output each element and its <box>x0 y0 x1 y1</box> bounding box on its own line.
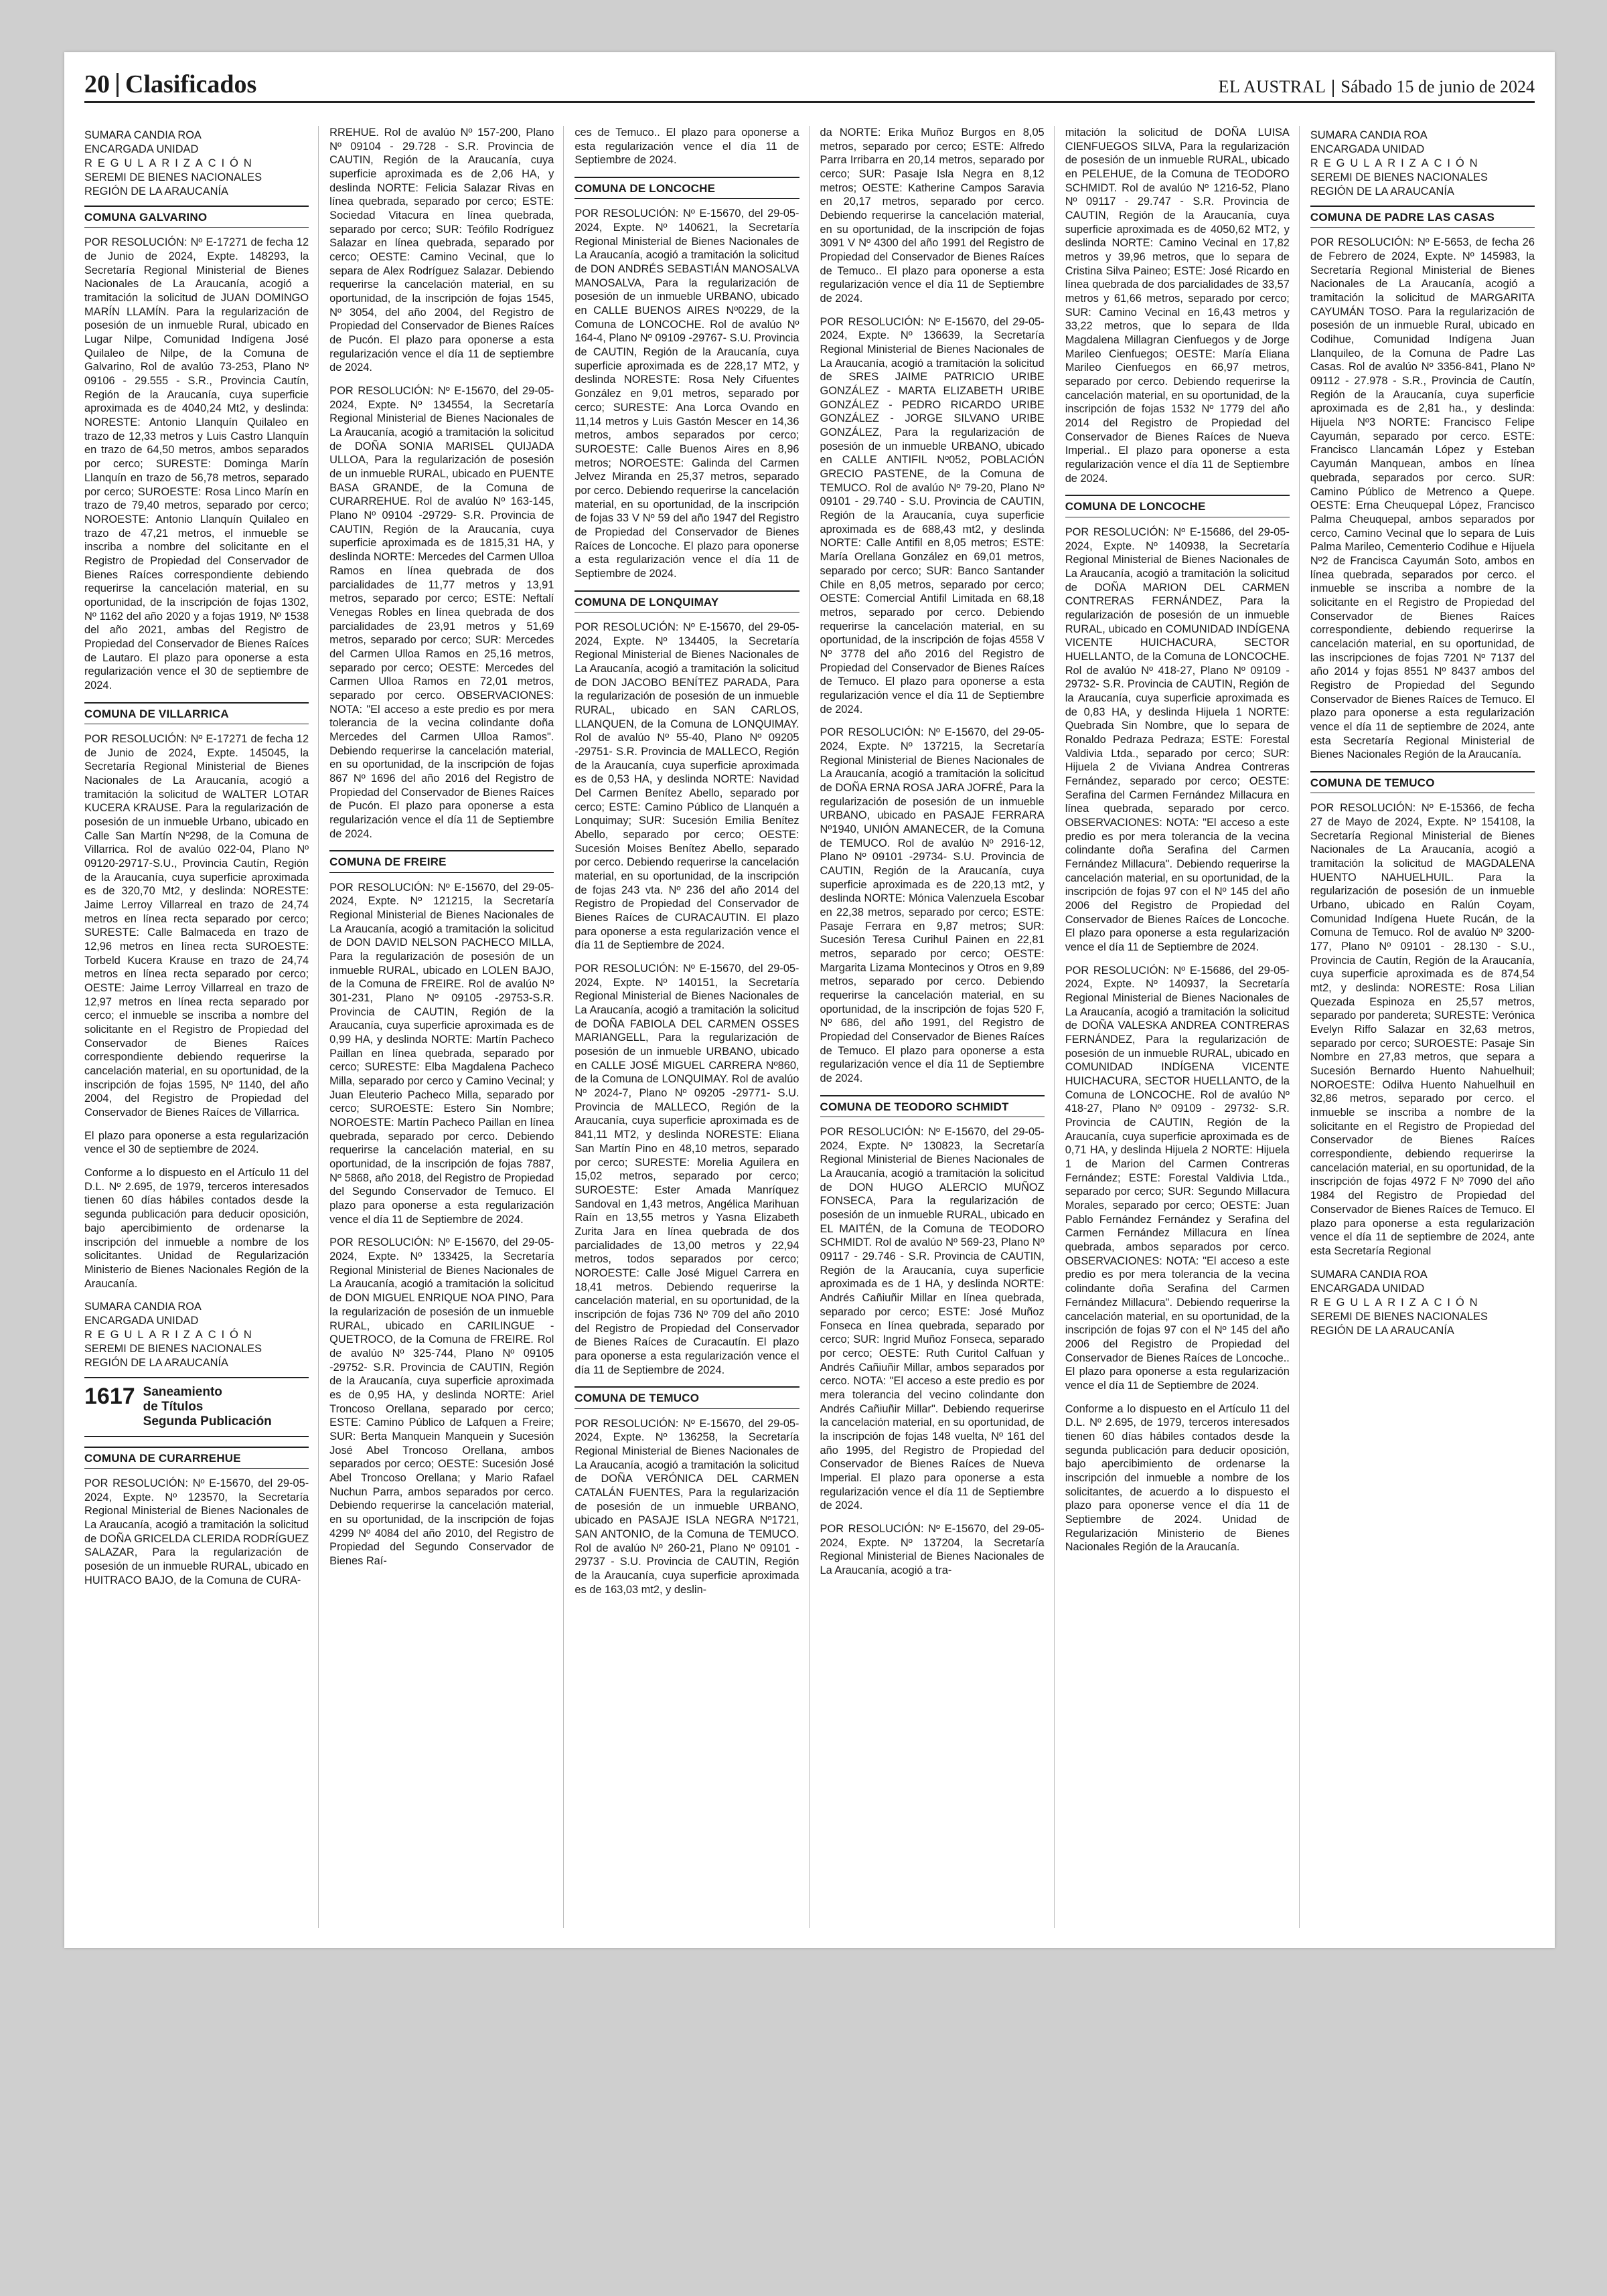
legal-notice: POR RESOLUCIÓN: Nº E-15670, del 29-05-2024, Expte. Nº 137204, la Secretaría Regional Ministerial de Bienes Nacionales de La Araucanía, acogió a tra- <box>820 1522 1045 1576</box>
issue-date: Sábado 15 de junio de 2024 <box>1341 77 1535 96</box>
legal-notice: POR RESOLUCIÓN: Nº E-15670, del 29-05-2024, Expte. Nº 137215, la Secretaría Regional Ministerial de Bienes Nacionales de La Araucanía, acogió a tramitación la solicitud de DOÑA ERNA ROSA JARA JOFRÉ, Para la regularización de posesión de un inmueble URBANO, ubicado en PASAJE FERRARA Nº1940, UNIÓN AMANECER, de la Comuna de TEMUCO. Rol de avalúo Nº 2916-12, Plano Nº 09101 -29734- S.U. Provincia de CAUTIN, Región de la Araucanía, cuya superficie aproximada es de 220,13 mt2, y deslinda NORTE: Mónica Valenzuela Escobar en 22,38 metros, separado por cerco; ESTE: Pasaje Ferrara en 9,87 metros; SUR: Sucesión Teresa Curihul Painen en 22,81 metros, separado por cerco; OESTE: Margarita Lizama Montecinos y Otros en 9,89 metros, separado por cerco. Debiendo requerirse la cancelación material, en su oportunidad, de la inscripción de fojas 520 F, Nº 686, del año 1991, del Registro de Propiedad del Conservador de Bienes Raíces de Temuco. El plazo para oponerse a esta regularización vence el día 11 de Septiembre de 2024. <box>820 726 1045 1085</box>
page-number: 20 <box>84 70 110 98</box>
legal-notice: POR RESOLUCIÓN: Nº E-17271 de fecha 12 de Junio de 2024, Expte. 145045, la Secretaría Regional Ministerial de Bienes Nacionales de La Araucanía, acogió a tramitación la solicitud de WALTER LOTAR KUCERA KRAUSE. Para la regularización de posesión de un inmueble Urbano, ubicado en Calle San Martín Nº298, de la Comuna de Villarrica. Rol de avalúo 022-04, Plano Nº 09120-29717-S.U., Provincia Cautín, Región de la Araucanía, cuya superficie aproximada es de 320,70 Mt2, y deslinda: NORESTE: Jaime Lerroy Villarreal en trazo de 24,74 metros en línea recta separado por cerco; SURESTE: Calle Balmaceda en trazo de 12,96 metros en línea recta SUROESTE: Torbeld Kucera Krause en trazo de 24,74 metros en línea recta separado por cerco; OESTE: Jaime Lerroy Villarreal en trazo de 12,97 metros en línea recta separado por cerco; el inmueble se inscriba a nombre del solicitante en el Registro de Propiedad del Conservador de Bienes Raíces correspondiente debiendo requerirse la cancelación material, en su oportunidad, de la inscripción de fojas 1595, Nº 1140, del año 2004, del Registro de Propiedad del Conservador de Bienes Raíces de Villarrica. <box>84 732 309 1119</box>
category-title-line: Segunda Publicación <box>143 1414 272 1428</box>
column-4 <box>820 126 1055 1928</box>
signature-office: SEREMI DE BIENES NACIONALES <box>84 1343 262 1356</box>
signature-name: SUMARA CANDIA ROA <box>84 129 202 141</box>
signature-role: ENCARGADA UNIDAD <box>84 143 199 155</box>
signature-role: ENCARGADA UNIDAD <box>84 1315 199 1327</box>
legal-notice: POR RESOLUCIÓN: Nº E-15686, del 29-05-2024, Expte. Nº 140938, la Secretaría Regional Ministerial de Bienes Nacionales de La Araucanía, acogió a tramitación la solicitud de DOÑA MARION DEL CARMEN CONTRERAS FERNÁNDEZ, Para la regularización de posesión de un inmueble RURAL, ubicado en COMUNIDAD INDÍGENA VICENTE HUICHACURA, SECTOR HUELLANTO, de la Comuna de LONCOCHE. Rol de avalúo Nº 418-27, Plano Nº 09109 - 29732- S.R. Provincia de CAUTIN, Región de la Araucanía, cuya superficie aproximada es de 0,83 HA, y deslinda Hijuela 1 NORTE: Quebrada Sin Nombre, que lo separa de Ronaldo Pedraza Pedraza; ESTE: Forestal Valdivia Ltda., separado por cerco; SUR: Hijuela 2 de Viviana Andrea Contreras Fernández, separado por cerco; OESTE: Serafina del Carmen Fernández Millacura en línea quebrada, separado por cerco. OBSERVACIONES: NOTA: "El acceso a este predio es por mera tolerancia de la vecina colindante doña Serafina del Carmen Fernández Millacura". Debiendo requerirse la cancelación material, en su oportunidad, de la inscripción de fojas 97 con el Nº 145 del año 2006 del Registro de Propiedad del Conservador de Bienes Raíces de Loncoche. El plazo para oponerse a esta regularización vence el día 11 de Septiembre de 2024. <box>1065 525 1290 954</box>
publication-info <box>1219 77 1535 97</box>
legal-notice: POR RESOLUCIÓN: Nº E-15670, del 29-05-2024, Expte. Nº 134405, la Secretaría Regional Ministerial de Bienes Nacionales de La Araucanía, acogió a tramitación la solicitud de DON JACOBO BENÍTEZ PARADA, Para la regularización de posesión de un inmueble RURAL, ubicado en SAN CARLOS, LLANQUEN, de la Comuna de LONQUIMAY. Rol de avalúo Nº 55-40, Plano Nº 09205 -29751- S.R. Provincia de MALLECO, Región de la Araucanía, cuya superficie aproximada es de 0,53 HA, y deslinda NORTE: Navidad Del Carmen Benítez Abello, separado por cerco; ESTE: Camino Público de Llanquén a Lonquimay; SUR: Sucesión Emilia Benítez Abello, separado por cerco; OESTE: Sucesión Moises Benítez Abello, separado por cerco. Debiendo requerirse la cancelación material, en su oportunidad, de la inscripción de fojas 243 vta. Nº 236 del año 2014 del Registro de Propiedad del Conservador de Bienes Raíces de CURACAUTIN. El plazo para oponerse a esta regularización vence el día 11 de Septiembre de 2024. <box>575 621 799 952</box>
masthead <box>84 64 1535 103</box>
legal-notice: mitación la solicitud de DOÑA LUISA CIENFUEGOS SILVA, Para la regularización de posesión de un inmueble RURAL, ubicado en PELEHUE, de la Comuna de TEODORO SCHMIDT. Rol de avalúo Nº 1216-52, Plano Nº 09117 - 29.747 - S.R. Provincia de CAUTIN, Región de la Araucanía, cuya superficie aproximada es de 4050,62 MT2, y deslinda NORTE: Camino Vecinal en 17,82 metros y 39,96 metros, que lo separa de Cristina Silva Paineo; ESTE: José Ricardo en línea quebrada de dos parcialidades de 33,57 metros y 61,66 metros, separado por cerco; SUR: Camino Vecinal en 16,43 metros y 33,22 metros, que lo separa de Ilda Magdalena Millagran Cienfuegos y de Jorge Marileo Cienfuegos; OESTE: María Eliana Marileo Cienfuegos en 66,97 metros, separado por cerco. Debiendo requerirse la cancelación material, en su oportunidad, de la inscripción de fojas 1532 Nº 1779 del año 2014 del Registro de Propiedad del Conservador de Bienes Raíces de Nueva Imperial.. El plazo para oponerse a esta regularización vence el día 11 de Septiembre de 2024. <box>1065 127 1290 485</box>
comuna-heading: COMUNA GALVARINO <box>84 206 309 228</box>
category-title <box>143 1385 272 1429</box>
comuna-heading: COMUNA DE LONCOCHE <box>1065 495 1290 517</box>
comuna-heading: COMUNA DE LONQUIMAY <box>575 590 799 612</box>
signature-name: SUMARA CANDIA ROA <box>1310 129 1428 141</box>
section-title: Clasificados <box>125 70 257 98</box>
signature-block <box>84 1300 309 1370</box>
section-header <box>84 72 256 97</box>
signature-region: REGIÓN DE LA ARAUCANÍA <box>84 1357 228 1370</box>
comuna-heading: COMUNA DE TEODORO SCHMIDT <box>820 1095 1045 1117</box>
column-1 <box>84 126 319 1928</box>
signature-region: REGIÓN DE LA ARAUCANÍA <box>84 185 228 197</box>
signature-unit: REGULARIZACIÓN <box>1310 157 1483 169</box>
header-divider <box>117 73 119 97</box>
comuna-heading: COMUNA DE VILLARRICA <box>84 702 309 724</box>
signature-block <box>1310 129 1535 199</box>
comuna-heading: COMUNA DE TEMUCO <box>575 1386 799 1408</box>
legal-notice: da NORTE: Erika Muñoz Burgos en 8,05 metros, separado por cerco; ESTE: Alfredo Parra Irribarra en 20,14 metros, separado por cerco; SUR: Pasaje Isla Negra en 8,12 metros; OESTE: Katherine Campos Saravia en 20,17 metros, separado por cerco. Debiendo requerirse la cancelación material, en su oportunidad, de la inscripción de fojas 3091 V Nº 4300 del año 1991 del Registro de Propiedad del Conservador de Bienes Raíces de Temuco.. El plazo para oponerse a esta regularización vence el día 11 de Septiembre de 2024. <box>820 127 1045 305</box>
comuna-heading: COMUNA DE PADRE LAS CASAS <box>1310 206 1535 228</box>
header-divider <box>1332 80 1334 97</box>
category-title-line: de Títulos <box>143 1400 204 1414</box>
column-6 <box>1310 126 1535 1928</box>
signature-office: SEREMI DE BIENES NACIONALES <box>84 171 262 183</box>
newspaper-page <box>64 52 1555 1948</box>
signature-region: REGIÓN DE LA ARAUCANÍA <box>1310 185 1454 197</box>
signature-unit: REGULARIZACIÓN <box>1310 1296 1483 1309</box>
classifieds-columns <box>84 126 1535 1928</box>
signature-office: SEREMI DE BIENES NACIONALES <box>1310 1310 1488 1323</box>
column-5 <box>1065 126 1300 1928</box>
legal-notice: Conforme a lo dispuesto en el Artículo 11 del D.L. Nº 2.695, de 1979, terceros interesados tienen 60 días hábiles contados desde la segunda publicación para deducir oposición, bajo apercibimiento de ordenarse la inscripción del inmueble a nombre de los solicitantes. Unidad de Regularización Ministerio de Bienes Nacionales Región de la Araucanía. <box>84 1167 309 1290</box>
signature-unit: REGULARIZACIÓN <box>84 1329 257 1341</box>
legal-notice: Conforme a lo dispuesto en el Artículo 11 del D.L. Nº 2.695, de 1979, terceros interesados tienen 60 días hábiles contados desde la segunda publicación para deducir oposición, bajo apercibimiento de ordenarse la inscripción del inmueble a nombre de los solicitantes, de acuerdo a lo dispuesto el plazo para oponerse vence el día 11 de Septiembre de 2024. Unidad de Regularización Ministerio de Bienes Nacionales Región de la Araucanía. <box>1065 1402 1290 1554</box>
comuna-heading: COMUNA DE TEMUCO <box>1310 771 1535 793</box>
category-number: 1617 <box>84 1384 135 1410</box>
legal-notice: POR RESOLUCIÓN: Nº E-15686, del 29-05-2024, Expte. Nº 140937, la Secretaría Regional Ministerial de Bienes Nacionales de La Araucanía, acogió a tramitación la solicitud de DOÑA VALESKA ANDREA CONTRERAS FERNÁNDEZ, Para la regularización de posesión de un inmueble RURAL, ubicado en COMUNIDAD INDÍGENA VICENTE HUICHACURA, SECTOR HUELLANTO, de la Comuna de LONCOCHE. Rol de avalúo Nº 418-27, Plano Nº 09109 - 29732- S.R. Provincia de CAUTIN, Región de la Araucanía, cuya superficie aproximada es de 0,71 HA, y deslinda Hijuela 2 NORTE: Hijuela 1 de Marion del Carmen Contreras Fernández; ESTE: Forestal Valdivia Ltda., separado por cerco; SUR: Segundo Millacura Morales, separado por cerco; OESTE: Juan Pablo Fernández Fernández y Serafina del Carmen Fernández Millacura en línea quebrada, ambos separados por cerco. OBSERVACIONES: NOTA: "El acceso a este predio es por mera tolerancia de la vecina colindante doña Serafina del Carmen Fernández Millacura". Debiendo requerirse la cancelación material, en su oportunidad, de la inscripción de fojas 97 con el Nº 145 del año 2006 del Registro de Propiedad del Conservador de Bienes Raíces de Loncoche.. El plazo para oponerse a esta regularización vence el día 11 de Septiembre de 2024. <box>1065 964 1290 1392</box>
legal-notice: POR RESOLUCIÓN: Nº E-5653, de fecha 26 de Febrero de 2024, Expte. Nº 145983, la Secretaría Regional Ministerial de Bienes Nacionales de La Araucanía, acogió a tramitación la solicitud de MARGARITA CAYUMÁN TOSO. Para la regularización de posesión de un inmueble Rural, ubicado en Codihue, Comunidad Indígena Juan Llanquileo, de la Comuna de Padre Las Casas. Rol de avalúo Nº 3356-841, Plano Nº 09112 - 27.978 - S.R., Provincia de Cautín, Región de la Araucanía, cuya superficie aproximada es de 2,81 ha., y deslinda: Hijuela Nº3 NORTE: Francisco Felipe Cayumán, separado por cerco. ESTE: Francisco Llancamán López y Esteban Cayumán Manquean, ambos en línea quebrada, separados por cerco. SUR: Camino Público de Metrenco a Quepe. OESTE: Erna Cheuquepal López, Francisco Palma Cheuquepal, ambos separados por cerco, Camino Vecinal que lo separa de Luis Palma Marileo, Cementerio Codihue e Hijuela Nº2 de Francisca Cayumán Soto, ambos en línea quebrada, separados por cerco. el inmueble se inscriba a nombre de la solicitante en el Registro de Propiedad del Conservador de Bienes Raíces correspondiente, debiendo requerirse la cancelación material, en su oportunidad, de las inscripciones de fojas 7201 Nº 7137 del año 2014 y fojas 8551 Nº 8437 ambos del Registro de Propiedad del Segundo Conservador de Bienes Raíces de Temuco. El plazo para oponerse a esta regularización vence el día 11 de septiembre de 2024, ante esta Secretaría Regional Ministerial de Bienes Nacionales Región de la Araucanía. <box>1310 236 1535 761</box>
legal-notice: POR RESOLUCIÓN: Nº E-15670, del 29-05-2024, Expte. Nº 130823, la Secretaría Regional Ministerial de Bienes Nacionales de La Araucanía, acogió a tramitación la solicitud de DON HUGO ALERCIO MUÑOZ FONSECA, Para la regularización de posesión de un inmueble RURAL, ubicado en EL MAITÉN, de la Comuna de TEODORO SCHMIDT. Rol de avalúo Nº 569-23, Plano Nº 09117 - 29.746 - S.R. Provincia de CAUTIN, Región de la Araucanía, cuya superficie aproximada es de 1 HA, y deslinda NORTE: Andrés Cañiuñir Millar en línea quebrada, separado por cerco; ESTE: José Muñoz Fonseca en línea quebrada, separado por cerco; SUR: Ingrid Muñoz Fonseca, separado por cerco; OESTE: Ruth Curitol Calfuan y Andrés Cañiuñir Millar, ambos separados por cerco. NOTA: "El acceso a este predio es por mera tolerancia del vecino colindante don Andrés Cañiuñir Millar". Debiendo requerirse la cancelación material, en su oportunidad, de la inscripción de fojas 148 vuelta, Nº 161 del año 1995, del Registro de Propiedad del Conservador de Bienes Raíces de Nueva Imperial. El plazo para oponerse a esta regularización vence el día 11 de Septiembre de 2024. <box>820 1126 1045 1512</box>
legal-notice: POR RESOLUCIÓN: Nº E-15670, del 29-05-2024, Expte. Nº 123570, la Secretaría Regional Ministerial de Bienes Nacionales de La Araucanía, acogió a tramitación la solicitud de DOÑA GRICELDA CLERIDA RODRÍGUEZ SALAZAR, Para la regularización de posesión de un inmueble RURAL, ubicado en HUITRACO BAJO, de la Comuna de CURA- <box>84 1477 309 1586</box>
legal-notice: ces de Temuco.. El plazo para oponerse a esta regularización vence el día 11 de Septiembre de 2024. <box>575 127 799 167</box>
legal-notice: POR RESOLUCIÓN: Nº E-17271 de fecha 12 de Junio de 2024, Expte. 148293, la Secretaría Regional Ministerial de Bienes Nacionales de La Araucanía, acogió a tramitación la solicitud de JUAN DOMINGO MARÍN LLAMÍN. Para la regularización de posesión de un inmueble Rural, ubicado en Lugar Nilpe, Comunidad Indígena José Quilaleo de Nilpe, de la Comuna de Galvarino, Rol de avalúo 73-253, Plano Nº 09106 - 29.555 - S.R., Provincia Cautín, Región de la Araucanía, cuya superficie aproximada es de 4040,24 Mt2, y deslinda: NORESTE: Antonio Llanquín Quilaleo en trazo de 12,33 metros y Luis Castro Llanquín en trazo de 64,50 metros, ambos separados por cerco; SURESTE: Dominga Marín Llanquín en trazo de 56,78 metros, separado por cerco; SUROESTE: Rosa Linco Marín en trazo de 79,40 metros, separado por cerco; NOROESTE: Antonio Llanquín Quilaleo en trazo de 47,21 metros, el inmueble se inscriba a nombre del solicitante en el Registro de Propiedad del Conservador de Bienes Raíces correspondiente debiendo requerirse la cancelación material, en su oportunidad, de la inscripción de fojas 1302, Nº 1162 del año 2020 y a fojas 1919, Nº 1538 del año 2021, ambas del Registro de Propiedad del Conservador de Bienes Raíces de Lautaro. El plazo para oponerse a esta regularización vence el 30 de septiembre de 2024. <box>84 236 309 691</box>
category-header <box>84 1377 309 1437</box>
signature-role: ENCARGADA UNIDAD <box>1310 1282 1425 1295</box>
column-2 <box>329 126 564 1928</box>
legal-notice: POR RESOLUCIÓN: Nº E-15670, del 29-05-2024, Expte. Nº 133425, la Secretaría Regional Ministerial de Bienes Nacionales de La Araucanía, acogió a tramitación la solicitud de DON MIGUEL ENRIQUE NOA PINO, Para la regularización de posesión de un inmueble RURAL, ubicado en CARILINGUE - QUETROCO, de la Comuna de FREIRE. Rol de avalúo Nº 325-744, Plano Nº 09105 -29752- S.R. Provincia de CAUTIN, Región de la Araucanía, cuya superficie aproximada es de 0,95 HA, y deslinda NORTE: Ariel Troncoso Orellana, separado por cerco; ESTE: Camino Público de Lafquen a Freire; SUR: Berta Manquein Manquein y Sucesión José Abel Troncoso Orellana, ambos separados por cerco; OESTE: Sucesión José Abel Troncoso Orellana; y Mario Rafael Nuchun Parra, ambos separados por cerco. Debiendo requerirse la cancelación material, en su oportunidad, de la inscripción de fojas 4299 Nº 4084 del año 2010, del Registro de Propiedad del Segundo Conservador de Bienes Raí- <box>329 1236 554 1567</box>
legal-notice: RREHUE. Rol de avalúo Nº 157-200, Plano Nº 09104 - 29.728 - S.R. Provincia de CAUTIN, Región de la Araucanía, cuya superficie aproximada es de 2,06 HA, y deslinda NORTE: Felicia Salazar Rivas en línea quebrada, separado por cerco; ESTE: Sociedad Vitacura en línea quebrada, separado por cerco; SUR: Teófilo Rodríguez Salazar en línea quebrada, separado por cerco; OESTE: Camino Vecinal, que lo separa de Alex Rodríguez Salazar. Debiendo requerirse la cancelación material, en su oportunidad, de la inscripción de fojas 1545, Nº 3054, del año 2004, del Registro de Propiedad del Conservador de Bienes Raíces de Pucón. El plazo para oponerse a esta regularización vence el día 11 de septiembre de 2024. <box>329 127 554 374</box>
signature-region: REGIÓN DE LA ARAUCANÍA <box>1310 1324 1454 1337</box>
legal-notice: POR RESOLUCIÓN: Nº E-15366, de fecha 27 de Mayo de 2024, Expte. Nº 154108, la Secretaría Regional Ministerial de Bienes Nacionales de La Araucanía, acogió a tramitación la solicitud de MAGDALENA HUENTO NAHUELHUIL. Para la regularización de posesión de un inmueble Urbano, ubicado en Ralún Coyam, Comunidad Indígena Huete Rucán, de la Comuna de Temuco. Rol de avalúo Nº 3200-177, Plano Nº 09101 - 28.130 - S.U., Provincia de Cautín, Región de la Araucanía, cuya superficie aproximada es de 874,54 mt2, y deslinda: NORESTE: Rosa Lilian Quezada Espinoza en 25,57 metros, separado por pandereta; SURESTE: Verónica Evelyn Riffo Salazar en 32,63 metros, separado por cerco; SUROESTE: Pasaje Sin Nombre en 27,83 metros, que separa a Sucesión Bernardo Huento Nahuelhuil; NOROESTE: Odilva Huento Nahuelhuil en 32,86 metros, separado por cerco. el inmueble se inscriba a nombre de la solicitante en el Registro de Propiedad del Conservador de Bienes Raíces correspondiente, debiendo requerirse la cancelación material, en su oportunidad, de la inscripción de fojas 4972 F Nº 7090 del año 1984 del Registro de Propiedad del Conservador de Bienes Raíces de Temuco. El plazo para oponerse a esta regularización vence el día 11 de septiembre de 2024, ante esta Secretaría Regional <box>1310 802 1535 1257</box>
signature-name: SUMARA CANDIA ROA <box>1310 1268 1428 1281</box>
signature-block <box>84 129 309 199</box>
legal-notice: POR RESOLUCIÓN: Nº E-15670, del 29-05-2024, Expte. Nº 134554, la Secretaría Regional Ministerial de Bienes Nacionales de La Araucanía, acogió a tramitación la solicitud de DOÑA SONIA MARISEL QUIJADA ULLOA, Para la regularización de posesión de un inmueble RURAL, ubicado en PUENTE BASA GRANDE, de la Comuna de CURARREHUE. Rol de avalúo Nº 163-145, Plano Nº 09104 -29729- S.R. Provincia de CAUTIN, Región de la Araucanía, cuya superficie aproximada es de 1815,31 HA, y deslinda NORTE: Mercedes del Carmen Ulloa Ramos en línea quebrada de dos parcialidades de 11,77 metros y 13,91 metros, separado por cerco; ESTE: Neftalí Venegas Robles en línea quebrada de dos parcialidades de 23,91 metros y 51,69 metros, separado por cerco; SUR: Mercedes del Carmen Ulloa Ramos en 25,16 metros, separado por cerco; OESTE: Mercedes del Carmen Ulloa Ramos en 72,01 metros, separado por cerco. OBSERVACIONES: NOTA: "El acceso a este predio es por mera tolerancia de la vecina colindante doña Mercedes del Carmen Ulloa Ramos". Debiendo requerirse la cancelación material, en su oportunidad, de la inscripción de fojas 867 Nº 1696 del año 2016 del Registro de Propiedad del Conservador de Bienes Raíces de Pucón. El plazo para oponerse a esta regularización vence el día 11 de Septiembre de 2024. <box>329 385 554 840</box>
legal-notice: POR RESOLUCIÓN: Nº E-15670, del 29-05-2024, Expte. Nº 136639, la Secretaría Regional Ministerial de Bienes Nacionales de La Araucanía, acogió a tramitación la solicitud de SRES JAIME PATRICIO URIBE GONZÁLEZ - MARTA ELIZABETH URIBE GONZÁLEZ - PEDRO RICARDO URIBE GONZÁLEZ - JORGE SILVANO URIBE GONZÁLEZ, Para la regularización de posesión de un inmueble URBANO, ubicado en CALLE ANTIFIL Nº052, POBLACIÓN GRECIO PASTENE, de la Comuna de TEMUCO. Rol de avalúo Nº 79-20, Plano Nº 09101 - 29.740 - S.U. Provincia de CAUTIN, Región de la Araucanía, cuya superficie aproximada es de 688,43 mt2, y deslinda NORTE: Calle Antifil en 8,05 metros; ESTE: María Orellana González en 69,01 metros, separado por cerco; SUR: Banco Santander Chile en 8,05 metros, separado por cerco; OESTE: Comercial Antifil Limitada en 68,18 metros, separado por cerco. Debiendo requerirse la cancelación material, en su oportunidad, de la inscripción de fojas 4558 V Nº 3778 del año 2016 del Registro de Propiedad del Conservador de Bienes Raíces de Temuco. El plazo para oponerse a esta regularización vence el día 11 de Septiembre de 2024. <box>820 315 1045 716</box>
legal-notice: POR RESOLUCIÓN: Nº E-15670, del 29-05-2024, Expte. Nº 140621, la Secretaría Regional Ministerial de Bienes Nacionales de La Araucanía, acogió a tramitación la solicitud de DON ANDRÉS SEBASTIÁN MANOSALVA MANOSALVA, Para la regularización de posesión de un inmueble URBANO, ubicado en CALLE BUENOS AIRES Nº0229, de la Comuna de LONCOCHE. Rol de avalúo Nº 164-4, Plano Nº 09109 -29767- S.U. Provincia de CAUTIN, Región de la Araucanía, cuya superficie aproximada es de 228,17 MT2, y deslinda NORESTE: Rosa Nely Cifuentes González en 9,01 metros, separado por cerco; SURESTE: Ana Lorca Ovando en 11,14 metros y Luis Gastón Mescer en 14,36 metros, ambos separados por cerco; SUROESTE: Calle Buenos Aires en 8,96 metros; NOROESTE: Galinda del Carmen Jelvez Miranda en 25,37 metros, separado por cerco. Debiendo requerirse la cancelación material, en su oportunidad, de la inscripción de fojas 33 V Nº 59 del año 1947 del Registro de Propiedad del Conservador de Bienes Raíces de Loncoche. El plazo para oponerse a esta regularización vence el día 11 de Septiembre de 2024. <box>575 208 799 580</box>
signature-role: ENCARGADA UNIDAD <box>1310 143 1425 155</box>
column-3 <box>575 126 809 1928</box>
comuna-heading: COMUNA DE CURARREHUE <box>84 1447 309 1469</box>
comuna-heading: COMUNA DE LONCOCHE <box>575 177 799 199</box>
newspaper-name: EL AUSTRAL <box>1218 77 1326 96</box>
legal-notice: POR RESOLUCIÓN: Nº E-15670, del 29-05-2024, Expte. Nº 136258, la Secretaría Regional Ministerial de Bienes Nacionales de La Araucanía, acogió a tramitación la solicitud de DOÑA VERÓNICA DEL CARMEN CATALÁN FUENTES, Para la regularización de posesión de un inmueble URBANO, ubicado en PASAJE ISLA NEGRA Nº1721, SAN ANTONIO, de la Comuna de TEMUCO. Rol de avalúo Nº 260-21, Plano Nº 09101 - 29737 - S.U. Provincia de CAUTIN, Región de la Araucanía, cuya superficie aproximada es de 163,03 mt2, y deslin- <box>575 1417 799 1596</box>
category-title-line: Saneamiento <box>143 1385 222 1400</box>
comuna-heading: COMUNA DE FREIRE <box>329 850 554 872</box>
legal-notice: POR RESOLUCIÓN: Nº E-15670, del 29-05-2024, Expte. Nº 121215, la Secretaría Regional Ministerial de Bienes Nacionales de La Araucanía, acogió a tramitación la solicitud de DON DAVID NELSON PACHECO MILLA, Para la regularización de posesión de un inmueble RURAL, ubicado en LOLEN BAJO, de la Comuna de FREIRE. Rol de avalúo Nº 301-231, Plano Nº 09105 -29753-S.R. Provincia de CAUTIN, Región de la Araucanía, cuya superficie aproximada es de 0,99 HA, y deslinda NORTE: Martín Pacheco Paillan en línea quebrada, separado por cerco; SURESTE: Elba Magdalena Pacheco Milla, separado por cerco y Camino Vecinal; y Juan Eleuterio Pacheco Milla, separado por cerco; SUROESTE: Estero Sin Nombre; NOROESTE: Martín Pacheco Paillan en línea quebrada, separado por cerco. Debiendo requerirse la cancelación material, en su oportunidad, de la inscripción de fojas 7887, Nº 5868, año 2018, del Registro de Propiedad del Segundo Conservador de Temuco. El plazo para oponerse a esta regularización vence el día 11 de Septiembre de 2024. <box>329 881 554 1226</box>
signature-block <box>1310 1268 1535 1338</box>
legal-notice: POR RESOLUCIÓN: Nº E-15670, del 29-05-2024, Expte. Nº 140151, la Secretaría Regional Ministerial de Bienes Nacionales de La Araucanía, acogió a tramitación la solicitud de DOÑA FABIOLA DEL CARMEN OSSES MARIANGELL, Para la regularización de posesión de un inmueble URBANO, ubicado en CALLE JOSÉ MIGUEL CARRERA Nº860, de la Comuna de LONQUIMAY. Rol de avalúo Nº 2024-7, Plano Nº 09205 -29771- S.U. Provincia de MALLECO, Región de la Araucanía, cuya superficie aproximada es de 841,11 MT2, y deslinda NORESTE: Eliana San Martín Pino en 48,10 metros, separado por cerco; SURESTE: Morelia Aguilera en 15,02 metros, separado por cerco; SUROESTE: Ester Amada Manríquez Sandoval en 1,43 metros, Angélica Marihuan Raín en 13,55 metros y Yasna Elizabeth Zurita Jara en línea quebrada de dos parcialidades de 13,00 metros y 22,94 metros, todos separados por cerco; NOROESTE: Calle José Miguel Carrera en 18,41 metros. Debiendo requerirse la cancelación material, en su oportunidad, de la inscripción de fojas 736 Nº 709 del año 2010 del Registro de Propiedad del Conservador de Bienes Raíces de Curacautín. El plazo para oponerse a esta regularización vence el día 11 de Septiembre de 2024. <box>575 963 799 1376</box>
signature-unit: REGULARIZACIÓN <box>84 157 257 169</box>
legal-notice: El plazo para oponerse a esta regularización vence el 30 de septiembre de 2024. <box>84 1129 309 1156</box>
signature-office: SEREMI DE BIENES NACIONALES <box>1310 171 1488 183</box>
signature-name: SUMARA CANDIA ROA <box>84 1301 202 1313</box>
